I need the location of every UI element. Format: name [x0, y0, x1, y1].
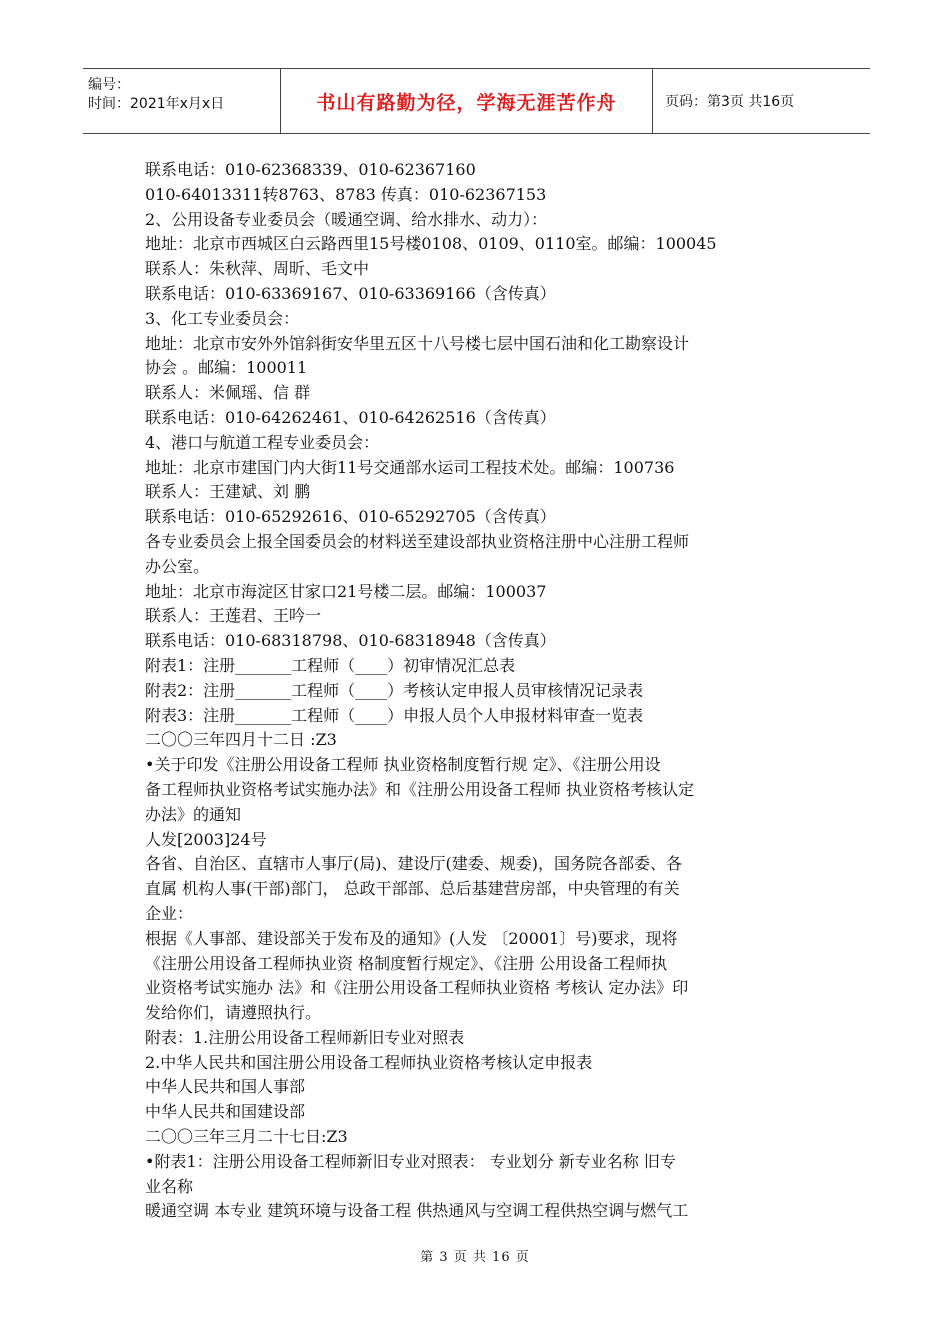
body-text-line: 010-64013311转8763、8783 传真：010-62367153: [145, 184, 547, 204]
body-text-line: 暖通空调 本专业 建筑环境与设备工程 供热通风与空调工程供热空调与燃气工: [145, 1201, 689, 1221]
body-text-line: 根据《人事部、建设部关于发布及的通知》(人发 〔20001〕号)要求，现将: [145, 928, 678, 948]
header-motto-cell: [281, 69, 653, 133]
body-text-line: 联系人：王莲君、王吟一: [145, 606, 322, 626]
header-motto: 书山有路勤为径，学海无涯苦作舟: [316, 91, 617, 114]
document-body: [145, 158, 810, 1224]
body-text-line: 协会 。邮编：100011: [145, 358, 308, 378]
body-text-line: 联系电话：010-68318798、010-68318948（含传真）: [145, 631, 556, 651]
body-text-line: 二〇〇三年三月二十七日:Z3: [145, 1127, 348, 1147]
header-page-number: 页码：第3页 共16页: [665, 94, 795, 110]
header-meta: [83, 69, 281, 133]
body-text-line: 3、化工专业委员会：: [145, 308, 300, 328]
body-text-line: 二〇〇三年四月十二日 :Z3: [145, 730, 337, 750]
body-text-line: 备工程师执业资格考试实施办法》和《注册公用设备工程师 执业资格考核认定: [145, 779, 695, 799]
body-text-line: 联系电话：010-64262461、010-64262516（含传真）: [145, 407, 556, 427]
body-text-line: 中华人民共和国人事部: [145, 1077, 306, 1097]
body-text-line: 2、公用设备专业委员会（暖通空调、给水排水、动力）：: [145, 209, 548, 229]
body-text-line: 联系电话：010-63369167、010-63369166（含传真）: [145, 283, 556, 303]
body-text-line: 企业：: [145, 903, 194, 923]
body-text-line: 业名称: [145, 1176, 194, 1196]
body-text-line: 附表1：注册_______工程师（____）初审情况汇总表: [145, 655, 516, 675]
body-text-line: 地址：北京市西城区白云路西里15号楼0108、0109、0110室。邮编：100045: [145, 234, 717, 254]
body-text-line: 4、港口与航道工程专业委员会：: [145, 432, 380, 452]
body-text-line: 联系电话：010-65292616、010-65292705（含传真）: [145, 507, 556, 527]
body-text-line: 办公室。: [145, 556, 210, 576]
body-text-line: 各专业委员会上报全国委员会的材料送至建设部执业资格注册中心注册工程师: [145, 531, 690, 551]
body-text-line: 各省、自治区、直辖市人事厅(局)、建设厅(建委、规委)，国务院各部委、各: [145, 854, 682, 874]
body-text-line: 联系电话：010-62368339、010-62367160: [145, 160, 476, 179]
page-header: [83, 68, 870, 134]
body-text-line: 直属 机构人事(干部)部门， 总政干部部、总后基建营房部，中央管理的有关: [145, 879, 680, 899]
body-text-line: 地址：北京市建国门内大街11号交通部水运司工程技术处。邮编：100736: [145, 457, 675, 477]
body-text-line: 联系人：朱秋萍、周昕、毛文中: [145, 259, 370, 279]
body-text-line: 中华人民共和国建设部: [145, 1102, 306, 1122]
body-text-line: 联系人：王建斌、刘 鹏: [145, 482, 311, 502]
document-time-label: 时间：2021年x月x日: [88, 96, 225, 112]
body-text-line: 办法》的通知: [145, 804, 242, 824]
body-text-line: 联系人：米佩瑶、信 群: [145, 383, 311, 403]
body-text-line: 发给你们，请遵照执行。: [145, 1003, 322, 1023]
body-text-line: 2.中华人民共和国注册公用设备工程师执业资格考核认定申报表: [145, 1052, 593, 1072]
body-text-line: 《注册公用设备工程师执业资 格制度暂行规定》、《注册 公用设备工程师执: [145, 953, 668, 973]
body-text-line: 附表3：注册_______工程师（____）申报人员个人申报材料审查一览表: [145, 705, 644, 725]
page-footer: 第 3 页 共 16 页: [420, 1250, 530, 1265]
body-text-line: 地址：北京市安外外馆斜街安华里五区十八号楼七层中国石油和化工勘察设计: [145, 333, 690, 353]
body-text-line: 附表：1.注册公用设备工程师新旧专业对照表: [145, 1027, 465, 1047]
body-text-line: •关于印发《注册公用设备工程师 执业资格制度暂行规 定》、《注册公用设: [145, 755, 661, 775]
body-text-line: 人发[2003]24号: [145, 829, 267, 849]
document-number-label: 编号：: [88, 77, 130, 93]
body-text-line: •附表1：注册公用设备工程师新旧专业对照表： 专业划分 新专业名称 旧专: [145, 1151, 676, 1171]
body-text-line: 地址：北京市海淀区甘家口21号楼二层。邮编：100037: [145, 581, 547, 601]
body-text-line: 附表2：注册_______工程师（____）考核认定申报人员审核情况记录表: [145, 680, 644, 700]
body-text-line: 业资格考试实施办 法》和《注册公用设备工程师执业资格 考核认 定办法》印: [145, 978, 689, 998]
